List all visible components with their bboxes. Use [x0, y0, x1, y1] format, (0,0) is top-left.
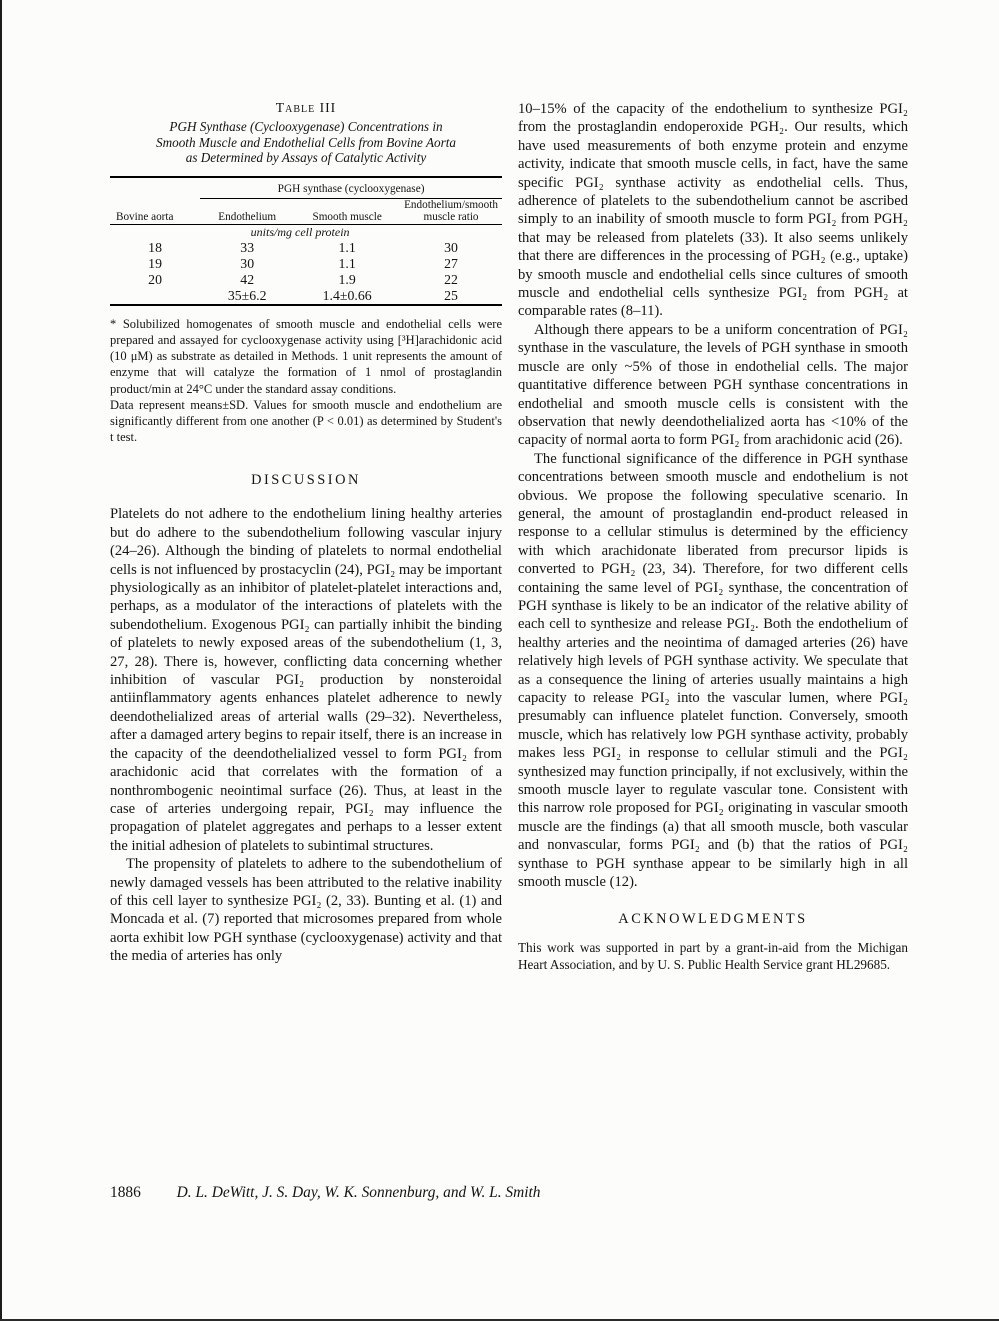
- discussion-paragraph-2: The propensity of platelets to adhere to the subendothelium of newly damaged vessels has been attributed to the relative inability of this cell layer to synthesize PGI₂ (2, 33). Bunting et al. (1) and Moncada et al. (7) reported that microsomes prepared from whole aorta exhibit low PGH synthase (cyclooxygenase) activity and that the media of arteries has only: [110, 856, 502, 965]
- table-col-header: Endothelium/smooth muscle ratio: [400, 198, 502, 224]
- table-group-header-row: [110, 177, 502, 199]
- table-3: [110, 176, 502, 306]
- discussion-heading: DISCUSSION: [251, 472, 361, 489]
- acknowledgments-text: This work was supported in part by a grant-in-aid from the Michigan Heart Association, and by U. S. Public Health Service grant HL29685.: [518, 940, 908, 973]
- right-column: [518, 100, 908, 974]
- discussion-paragraph-continued: 10–15% of the capacity of the endothelium to synthesize PGI₂ from the prostaglandin endoperoxide PGH₂. Our results, which have used measurements of both enzyme protein and enzyme activity, indicate that smooth muscle cells, in fact, have the same specific PGI₂ synthase activity as endothelial cells. Thus, adherence of platelets to the subendothelium cannot be ascribed simply to an inability of smooth muscle to form PGI₂ from PGH₂ that may be released from platelets (33). It also seems unlikely that there are differences in the processing of PGH₂ (e.g., uptake) by smooth muscle and endothelial cells since cultures of smooth muscle and endothelial cells synthesize PGI₂ from PGH₂ at comparable rates (8–11).: [518, 101, 908, 320]
- table-caption: PGH Synthase (Cyclooxygenase) Concentrations in Smooth Muscle and Endothelial Cells from Bovine Aorta as Determined by Assays of Catalytic Activity: [156, 119, 456, 166]
- table-cell: 20: [148, 271, 162, 287]
- table-cell: 30: [240, 255, 255, 271]
- table-col-header: Smooth muscle: [294, 198, 400, 224]
- table-cell: 18: [148, 239, 162, 255]
- page-footer: [110, 1184, 910, 1202]
- acknowledgments-heading: ACKNOWLEDGMENTS: [618, 911, 808, 928]
- table-cell: 1.9: [338, 271, 356, 287]
- discussion-paragraph-4: The functional significance of the difference in PGH synthase concentrations between smooth muscle and endothelium is not obvious. We propose the following speculative scenario. In general, the amount of prostaglandin end-product released in response to a cellular stimulus is determined by the efficiency with which arachidonate liberated from precursor lipids is converted to PGH₂ (23, 34). Therefore, for two different cells containing the same level of PGI₂ synthase, the concentration of PGH synthase is likely to be an indicator of the relative ability of each cell to synthesize and release PGI₂. Both the endothelium of healthy arteries and the neointima of damaged arteries (26) have relatively high levels of PGH synthase activity. We speculate that as a consequence the lining of arteries usually maintains a high capacity to release PGI₂ into the vascular lumen, where PGI₂ presumably can influence platelet function. Conversely, smooth muscle, which has relatively low PGH synthase activity, probably makes less PGI₂ in response to cellular stimuli and the PGI₂ synthesized may function principally, if not exclusively, within the smooth muscle layer to regulate vascular tone. Consistent with this narrow role proposed for PGI₂ originating in vascular smooth muscle are the findings (a) that all smooth muscle, both vascular and nonvascular, forms PGI₂ and (b) that the ratios of PGI₂ synthase to PGH synthase appear to be similarly high in all smooth muscle (12).: [518, 450, 908, 891]
- table-col-header: Endothelium: [200, 198, 294, 224]
- table-summary-row: [110, 288, 502, 305]
- table-cell: 35±6.2: [227, 287, 267, 303]
- table-footnote-1: * Solubilized homogenates of smooth muscle and endothelial cells were prepared and assayed for cyclooxygenase activity using [³H]arachidonic acid (10 μM) as substrate as detailed in Methods. 1 unit represents the amount of enzyme that will catalyze the formation of 1 nmol of prostaglandin product/min at 24°C under the standard assay conditions.: [110, 316, 502, 396]
- table-cell: 42: [240, 271, 255, 287]
- table-col-header: Bovine aorta: [110, 198, 200, 224]
- left-column: [110, 100, 502, 966]
- discussion-paragraph-1: Platelets do not adhere to the endothelium lining healthy arteries but do adhere to the subendothelium following vascular injury (24–26). Although the binding of platelets to normal endothelial cells is not influenced by prostacyclin (24), PGI₂ may be important physiologically as an inhibitor of platelet-platelet interactions and, perhaps, as a modulator of the interactions of platelets with the subendothelium. Exogenous PGI₂ can partially inhibit the binding of platelets to newly exposed areas of the subendothelium (1, 3, 27, 28). There is, however, conflicting data concerning whether inhibition of vascular PGI₂ production by nonsteroidal antiinflammatory agents enhances platelet adherence to newly deendothelialized areas of arterial walls (29–32). Nevertheless, after a damaged artery begins to repair itself, there is an increase in the capacity of the deendothelialized vessel to form PGI₂ from arachidonic acid that correlates with the formation of a nonthrombogenic neointimal surface (26). Thus, at least in the case of arteries undergoing repair, PGI₂ may influence the propagation of platelet aggregates and perhaps to a lesser extent the initial adhesion of platelets to subintimal structures.: [110, 506, 502, 854]
- table-cell: 25: [444, 287, 458, 303]
- table-row: [110, 256, 502, 272]
- table-units-row: [110, 224, 502, 240]
- table-cell: 1.1: [338, 239, 356, 255]
- table-footnotes: [110, 316, 502, 446]
- footer-authors: D. L. DeWitt, J. S. Day, W. K. Sonnenburg, and W. L. Smith: [176, 1184, 541, 1201]
- table-cell: [110, 288, 200, 305]
- table-row: [110, 272, 502, 288]
- table-group-header: PGH synthase (cyclooxygenase): [200, 177, 502, 199]
- table-header-row: [110, 198, 502, 224]
- page-number: 1886: [110, 1184, 141, 1201]
- table-cell: 27: [444, 255, 458, 271]
- table-cell: 1.4±0.66: [322, 287, 372, 303]
- table-cell-empty: [110, 177, 200, 199]
- table-cell: 1.1: [338, 255, 356, 271]
- table-cell: 33: [240, 239, 255, 255]
- table-cell: 30: [444, 239, 458, 255]
- table-units-label: units/mg cell protein: [250, 224, 350, 239]
- table-cell: 22: [444, 271, 458, 287]
- table-label: Table III: [275, 100, 337, 115]
- table-footnote-2: Data represent means±SD. Values for smooth muscle and endothelium are significantly different from one another (P < 0.01) as determined by Student's t test.: [110, 397, 502, 445]
- table-cell-empty: [110, 224, 200, 240]
- scan-edge-left: [0, 0, 2, 1321]
- table-row: [110, 240, 502, 256]
- table-cell-empty: [400, 224, 502, 240]
- discussion-paragraph-3: Although there appears to be a uniform concentration of PGI₂ synthase in the vasculature, the levels of PGH synthase in smooth muscle are only ~5% of those in endothelial cells. The major quantitative difference between PGH synthase concentrations in endothelial and smooth muscle cells is consistent with the observation that newly deendothelialized aorta has <10% of the capacity of normal aorta to form PGI₂ from arachidonic acid (26).: [518, 321, 908, 449]
- table-cell: 19: [148, 255, 162, 271]
